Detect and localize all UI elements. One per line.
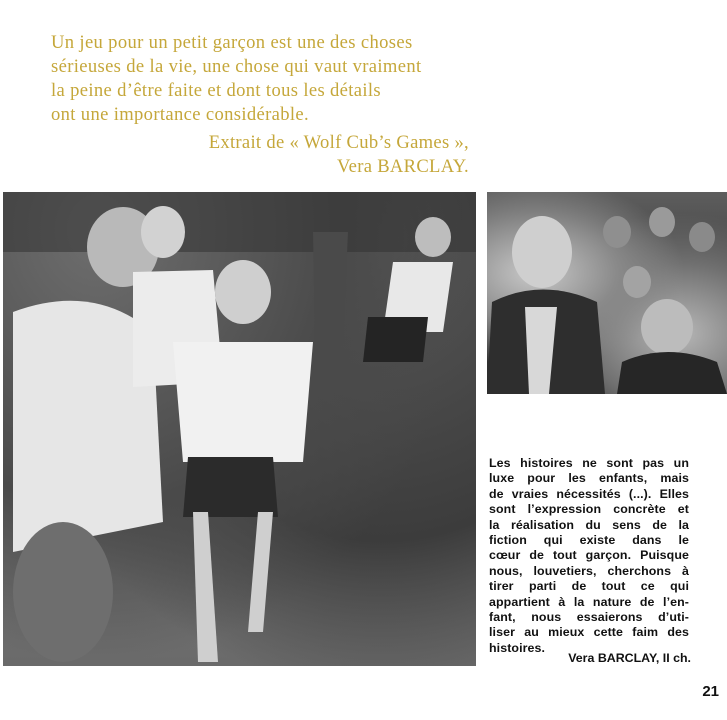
story-line: luxe pour les enfants, mais: [489, 471, 689, 486]
story-signature: Vera BARCLAY, II ch.: [568, 651, 691, 665]
quote-attribution: [209, 131, 469, 179]
quote-source: Extrait de « Wolf Cub’s Games »,: [208, 132, 469, 153]
quote-line: Un jeu pour un petit garçon est une des choses: [51, 32, 413, 53]
story-line: Les histoires ne sont pas un: [489, 456, 689, 470]
main-photo: [3, 192, 476, 666]
story-line: cœur de tout garçon. Puisque: [489, 548, 689, 563]
quote-author: Vera BARCLAY.: [336, 156, 469, 177]
story-line: histoires.: [489, 640, 546, 655]
story-line: nous, louvetiers, cherchons à: [489, 563, 689, 578]
story-line: de vraies nécessités (...). Elles: [489, 486, 689, 501]
side-photo-figures: [487, 192, 727, 394]
story-line: sont l’expression concrète et: [489, 502, 689, 517]
quote-line: sérieuses de la vie, une chose qui vaut vraiment: [51, 56, 422, 77]
story-line: la réalisation du sens de la: [489, 517, 689, 532]
story-line: appartient à la nature de l’en-: [489, 594, 689, 609]
quote-line: ont une importance considérable.: [51, 104, 309, 125]
opening-quote: [51, 31, 469, 127]
story-line: liser au mieux cette faim des: [489, 625, 689, 640]
story-line: tirer parti de tout ce qui: [489, 579, 689, 594]
quote-line: la peine d’être faite et dont tous les détails: [51, 80, 382, 101]
story-paragraph: [489, 456, 689, 656]
story-line: fant, nous essaierons d’uti-: [489, 610, 689, 625]
story-line: fiction qui existe dans le: [489, 533, 689, 548]
main-photo-figures: [3, 192, 476, 666]
page-number: 21: [702, 683, 719, 700]
side-photo: [487, 192, 727, 394]
